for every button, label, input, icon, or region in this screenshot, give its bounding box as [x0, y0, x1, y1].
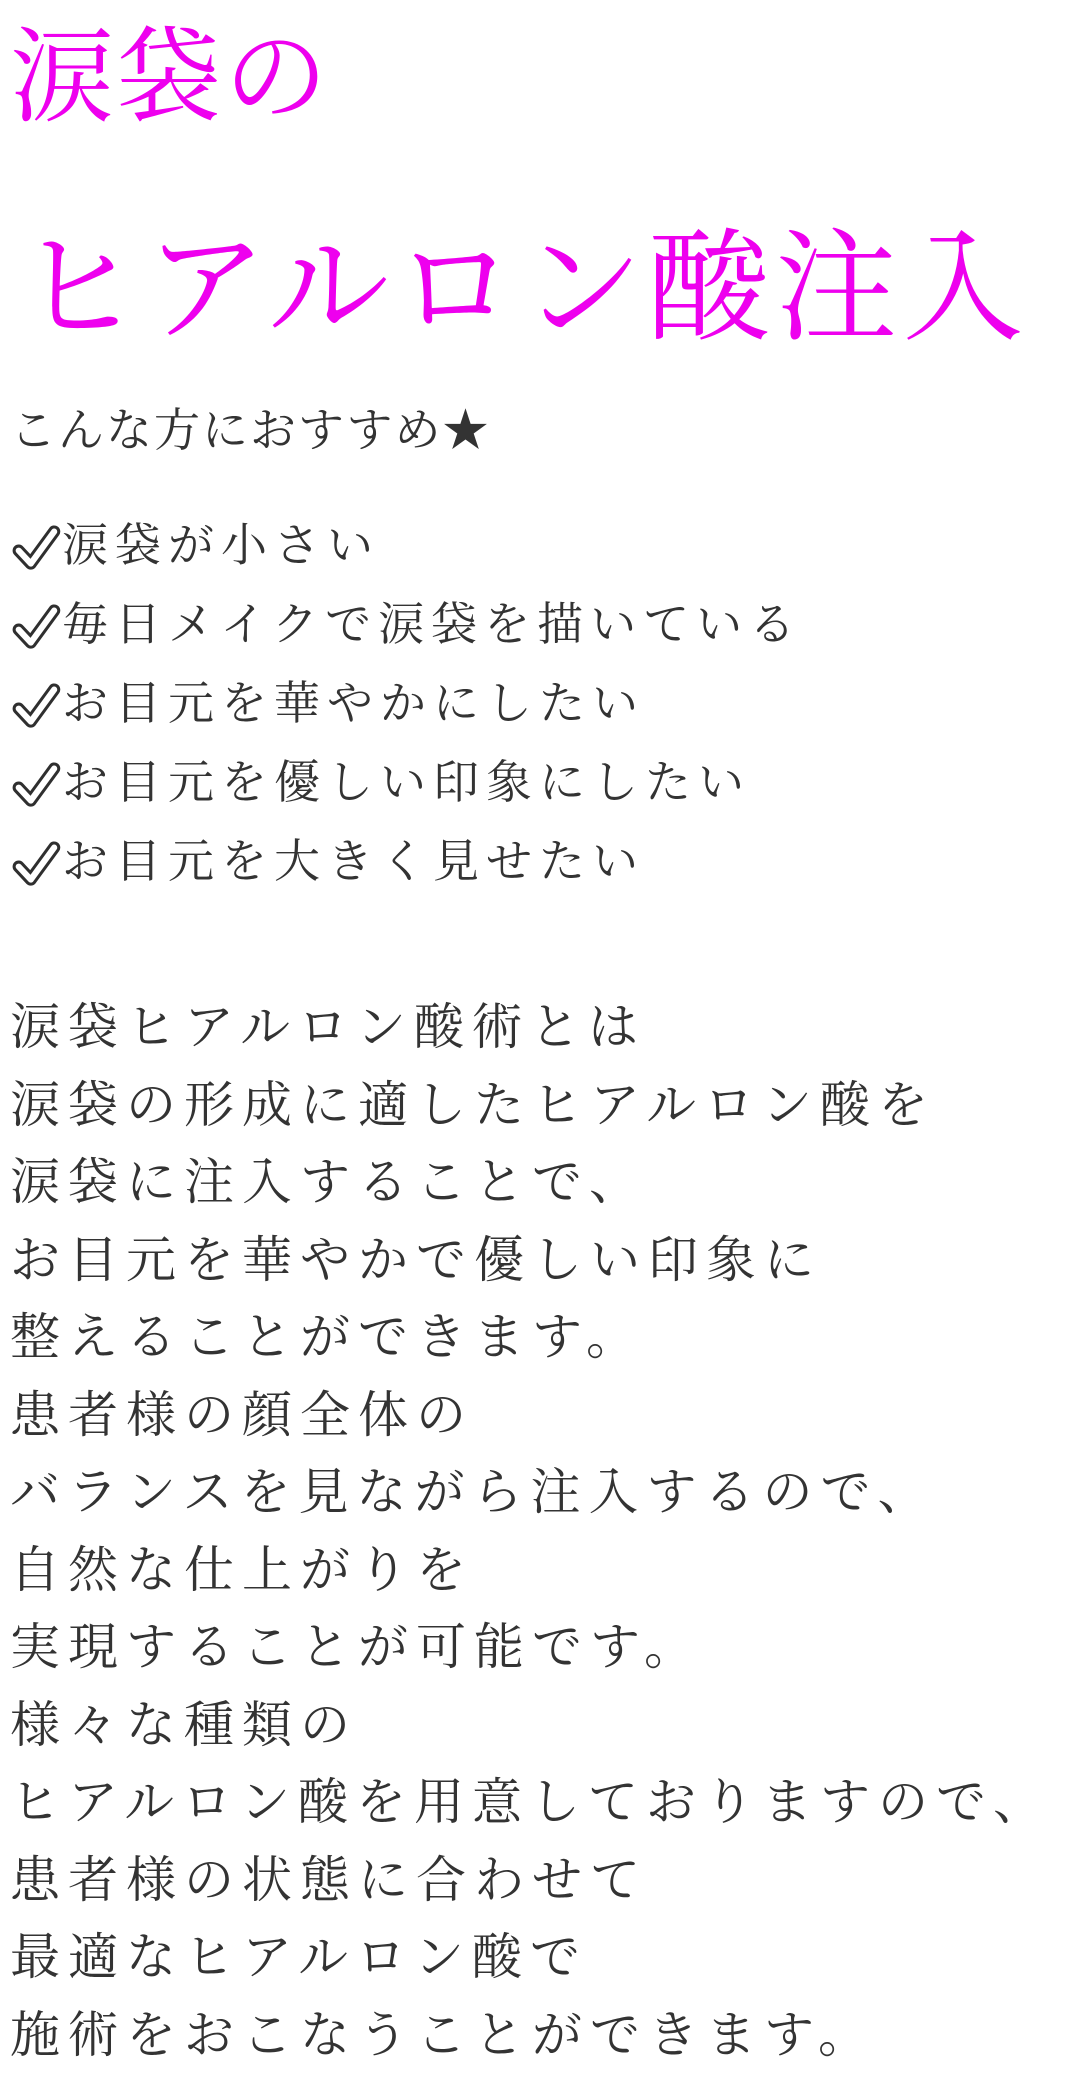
- checklist-item-label: 涙袋が小さい: [62, 518, 380, 572]
- check-icon: [10, 838, 62, 890]
- checklist-item-label: 毎日メイクで涙袋を描いている: [62, 597, 803, 651]
- recommend-checklist: [10, 506, 1083, 901]
- description-line: ヒアルロン酸を用意しておりますので、: [10, 1773, 1051, 1831]
- check-icon: [10, 680, 62, 732]
- checklist-item: [10, 743, 1083, 822]
- description-paragraph: [10, 989, 1083, 2074]
- checklist-item: [10, 506, 1083, 585]
- description-line: 涙袋に注入することで、: [10, 1153, 647, 1211]
- checklist-item: [10, 585, 1083, 664]
- checklist-item: [10, 822, 1083, 901]
- description-line: 様々な種類の: [10, 1695, 358, 1754]
- description-line: 涙袋の形成に適したヒアルロン酸を: [10, 1075, 936, 1134]
- description-line: バランスを見ながら注入するので、: [10, 1463, 936, 1521]
- recommend-heading: こんな方におすすめ★: [10, 403, 491, 457]
- page-title-line1: 涙袋の: [10, 16, 332, 138]
- checklist-item: [10, 664, 1083, 743]
- page-title-line2: ヒアルロン酸注入: [18, 217, 1030, 359]
- description-line: お目元を華やかで優しい印象に: [10, 1230, 822, 1289]
- checklist-item-label: お目元を華やかにしたい: [62, 676, 645, 730]
- page-title: [10, 0, 1083, 358]
- check-icon: [10, 601, 62, 653]
- check-icon: [10, 759, 62, 811]
- description-line: 患者様の顔全体の: [10, 1385, 474, 1444]
- checklist-item-label: お目元を大きく見せたい: [62, 834, 645, 888]
- description-line: 自然な仕上がりを: [10, 1540, 474, 1599]
- checklist-item-label: お目元を優しい印象にしたい: [62, 755, 751, 809]
- description-line: 施術をおこなうことができます。: [10, 2005, 876, 2064]
- description-line: 涙袋ヒアルロン酸術とは: [10, 998, 646, 1056]
- description-line: 実現することが可能です。: [10, 1618, 702, 1676]
- description-line: 患者様の状態に合わせて: [10, 1850, 648, 1909]
- description-line: 整えることができます。: [10, 1308, 644, 1366]
- check-icon: [10, 522, 62, 574]
- description-line: 最適なヒアルロン酸で: [10, 1928, 588, 1986]
